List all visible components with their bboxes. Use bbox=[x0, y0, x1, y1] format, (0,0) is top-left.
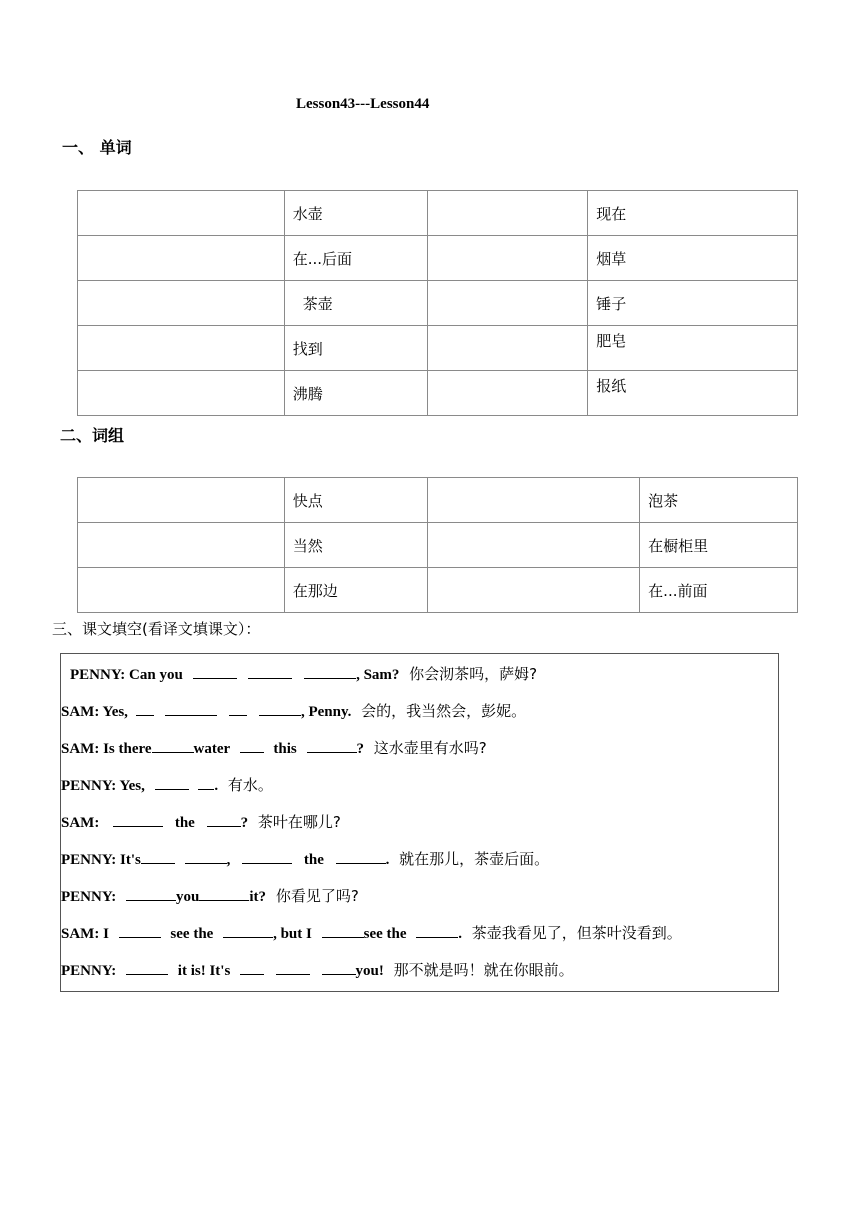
translation-text: 有水。 bbox=[227, 776, 273, 794]
chinese-word: 锤子 bbox=[588, 281, 798, 326]
answer-cell[interactable] bbox=[78, 371, 285, 416]
answer-cell[interactable] bbox=[78, 568, 285, 613]
dialogue-line bbox=[61, 959, 574, 980]
blank-field[interactable] bbox=[185, 851, 227, 864]
answer-cell[interactable] bbox=[427, 568, 640, 613]
line-text: PENNY: bbox=[61, 889, 117, 905]
blank-field[interactable] bbox=[304, 666, 356, 679]
line-text: SAM: Is there bbox=[61, 741, 152, 757]
translation-text: 茶叶在哪儿? bbox=[257, 813, 341, 831]
blank-field[interactable] bbox=[240, 740, 264, 753]
chinese-word-text: 肥皂 bbox=[596, 331, 627, 350]
translation-text: 那不就是吗！就在你眼前。 bbox=[393, 961, 574, 979]
blank-field[interactable] bbox=[336, 851, 386, 864]
translation-text: 你会沏茶吗，萨姆? bbox=[409, 665, 538, 683]
line-text: . bbox=[458, 926, 463, 942]
line-text: water bbox=[193, 741, 230, 757]
chinese-word: 在...后面 bbox=[284, 236, 427, 281]
blank-field[interactable] bbox=[198, 777, 214, 790]
dialogue-line bbox=[61, 922, 682, 943]
line-text: the bbox=[174, 815, 195, 831]
chinese-word bbox=[284, 281, 427, 326]
blank-field[interactable] bbox=[136, 703, 154, 716]
dialogue-line bbox=[61, 700, 526, 721]
answer-cell[interactable] bbox=[427, 236, 588, 281]
chinese-word bbox=[588, 326, 798, 371]
line-text: ? bbox=[240, 815, 249, 831]
blank-field[interactable] bbox=[207, 814, 241, 827]
table-row bbox=[78, 326, 798, 371]
dialogue-line bbox=[61, 885, 359, 906]
translation-text: 你看见了吗? bbox=[275, 887, 359, 905]
blank-field[interactable] bbox=[307, 740, 357, 753]
blank-field[interactable] bbox=[126, 888, 176, 901]
translation-text: 就在那儿，茶壶后面。 bbox=[399, 850, 550, 868]
chinese-word: 沸腾 bbox=[284, 371, 427, 416]
blank-field[interactable] bbox=[119, 925, 161, 938]
line-text: this bbox=[273, 741, 297, 757]
blank-field[interactable] bbox=[259, 703, 301, 716]
dialogue-line bbox=[61, 774, 273, 795]
line-text: PENNY: Can you bbox=[70, 667, 183, 683]
chinese-word: 现在 bbox=[588, 191, 798, 236]
chinese-phrase: 快点 bbox=[284, 478, 427, 523]
answer-cell[interactable] bbox=[78, 191, 285, 236]
line-text: you bbox=[176, 889, 200, 905]
table-row bbox=[78, 523, 798, 568]
section-heading-words: 一、 单词 bbox=[62, 138, 132, 157]
table-row bbox=[78, 568, 798, 613]
chinese-word-text: 茶壶 bbox=[302, 294, 333, 313]
line-text: . bbox=[214, 778, 219, 794]
blank-field[interactable] bbox=[152, 740, 194, 753]
translation-text: 这水壶里有水吗? bbox=[373, 739, 487, 757]
chinese-word: 水壶 bbox=[284, 191, 427, 236]
blank-field[interactable] bbox=[113, 814, 163, 827]
answer-cell[interactable] bbox=[427, 371, 588, 416]
line-text: . bbox=[385, 852, 390, 868]
answer-cell[interactable] bbox=[427, 326, 588, 371]
line-text: see the bbox=[170, 926, 214, 942]
vocabulary-table bbox=[77, 190, 798, 416]
blank-field[interactable] bbox=[248, 666, 292, 679]
line-text: SAM: Yes, bbox=[61, 704, 128, 720]
chinese-word bbox=[588, 371, 798, 416]
line-text: , Penny. bbox=[300, 704, 352, 720]
blank-field[interactable] bbox=[223, 925, 273, 938]
line-text: , but I bbox=[273, 926, 312, 942]
answer-cell[interactable] bbox=[78, 326, 285, 371]
line-text: PENNY: Yes, bbox=[61, 778, 145, 794]
table-row bbox=[78, 236, 798, 281]
translation-text: 会的，我当然会，彭妮。 bbox=[361, 702, 527, 720]
answer-cell[interactable] bbox=[427, 191, 588, 236]
blank-field[interactable] bbox=[240, 962, 264, 975]
table-row bbox=[78, 371, 798, 416]
blank-field[interactable] bbox=[141, 851, 175, 864]
blank-field[interactable] bbox=[242, 851, 292, 864]
page-title: Lesson43---Lesson44 bbox=[296, 96, 430, 112]
blank-field[interactable] bbox=[322, 962, 356, 975]
line-text: you! bbox=[355, 963, 384, 979]
chinese-word: 找到 bbox=[284, 326, 427, 371]
phrases-table bbox=[77, 477, 798, 613]
chinese-phrase: 在那边 bbox=[284, 568, 427, 613]
answer-cell[interactable] bbox=[78, 281, 285, 326]
blank-field[interactable] bbox=[193, 666, 237, 679]
table-row bbox=[78, 281, 798, 326]
chinese-word: 烟草 bbox=[588, 236, 798, 281]
blank-field[interactable] bbox=[126, 962, 168, 975]
blank-field[interactable] bbox=[416, 925, 458, 938]
blank-field[interactable] bbox=[199, 888, 249, 901]
line-text: PENNY: It's bbox=[61, 852, 141, 868]
blank-field[interactable] bbox=[155, 777, 189, 790]
line-text: , bbox=[226, 852, 231, 868]
table-row bbox=[78, 478, 798, 523]
blank-field[interactable] bbox=[165, 703, 217, 716]
line-text: SAM: I bbox=[61, 926, 109, 942]
blank-field[interactable] bbox=[276, 962, 310, 975]
line-text: , Sam? bbox=[356, 667, 400, 683]
chinese-word-text: 报纸 bbox=[596, 376, 627, 395]
chinese-phrase: 在橱柜里 bbox=[640, 523, 798, 568]
dialogue-line bbox=[61, 737, 487, 758]
dialogue-line bbox=[61, 811, 341, 832]
line-text: ? bbox=[356, 741, 365, 757]
answer-cell[interactable] bbox=[78, 236, 285, 281]
text-fill-box bbox=[60, 653, 779, 992]
translation-text: 茶壶我看见了，但茶叶没看到。 bbox=[471, 924, 682, 942]
section-heading-text-fill: 三、课文填空(看译文填课文）： bbox=[52, 620, 261, 638]
table-row bbox=[78, 191, 798, 236]
line-text: it is! It's bbox=[177, 963, 231, 979]
section-heading-phrases: 二、词组 bbox=[60, 426, 125, 445]
dialogue-line bbox=[70, 663, 537, 684]
dialogue-line bbox=[61, 848, 549, 869]
line-text: see the bbox=[363, 926, 407, 942]
line-text: SAM: bbox=[61, 815, 100, 831]
chinese-phrase: 当然 bbox=[284, 523, 427, 568]
answer-cell[interactable] bbox=[78, 478, 285, 523]
blank-field[interactable] bbox=[322, 925, 364, 938]
answer-cell[interactable] bbox=[78, 523, 285, 568]
answer-cell[interactable] bbox=[427, 478, 640, 523]
answer-cell[interactable] bbox=[427, 523, 640, 568]
line-text: PENNY: bbox=[61, 963, 117, 979]
answer-cell[interactable] bbox=[427, 281, 588, 326]
blank-field[interactable] bbox=[229, 703, 247, 716]
line-text: it? bbox=[249, 889, 267, 905]
chinese-phrase: 在...前面 bbox=[640, 568, 798, 613]
line-text: the bbox=[303, 852, 324, 868]
chinese-phrase: 泡茶 bbox=[640, 478, 798, 523]
